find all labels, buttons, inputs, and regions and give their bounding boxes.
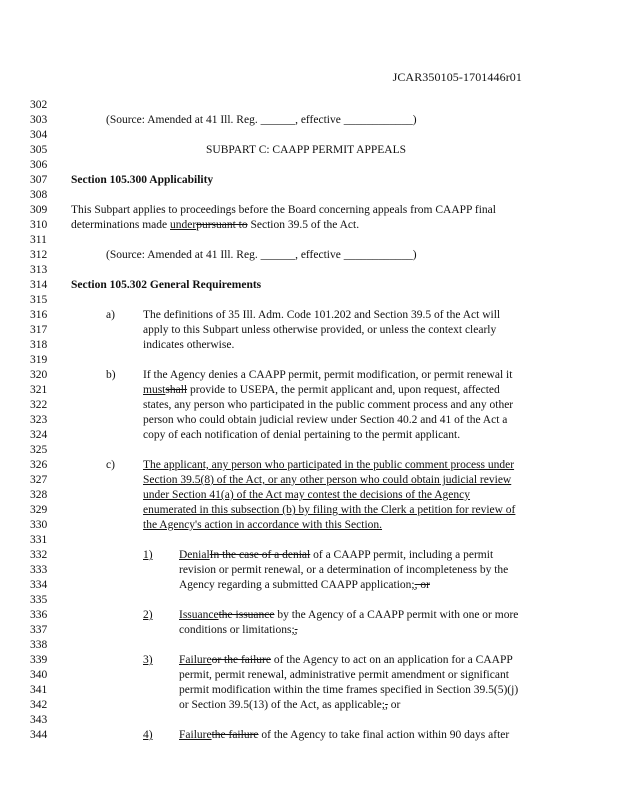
line-number: 341 xyxy=(30,684,48,696)
line-number: 315 xyxy=(30,294,48,306)
line-number: 316 xyxy=(30,309,48,321)
line-number: 323 xyxy=(30,414,48,426)
line-number: 322 xyxy=(30,399,48,411)
inserted-text: enumerated in this subsection (b) by filing with the Clerk a petition for review of xyxy=(143,504,516,516)
line-number: 339 xyxy=(30,654,48,666)
section-302-heading: Section 105.302 General Requirements xyxy=(71,279,262,291)
line-number: 334 xyxy=(30,579,48,591)
deleted-text: , xyxy=(294,624,298,636)
item-text: permit, permit renewal, administrative permit amendment or significant xyxy=(179,669,509,681)
subsection-label: a) xyxy=(106,309,115,321)
line-number: 332 xyxy=(30,549,48,561)
subsection-text: mustshall provide to USEPA, the permit applicant and, upon request, affected xyxy=(143,384,500,396)
item-text: Issuancethe issuance by the Agency of a CAAPP permit with one or more xyxy=(179,609,519,621)
section-300-text: This Subpart applies to proceedings before the Board concerning appeals from CAAPP final xyxy=(71,204,496,216)
line-number: 311 xyxy=(30,234,47,246)
subpart-title: SUBPART C: CAAPP PERMIT APPEALS xyxy=(206,144,406,156)
line-number: 318 xyxy=(30,339,48,351)
subsection-text: The definitions of 35 Ill. Adm. Code 101.202 and Section 39.5 of the Act will xyxy=(143,309,501,321)
section-300-text: determinations made underpursuant to Section 39.5 of the Act. xyxy=(71,219,360,231)
deleted-text: or the failure xyxy=(211,654,271,666)
line-number: 343 xyxy=(30,714,48,726)
line-number: 317 xyxy=(30,324,48,336)
line-number: 302 xyxy=(30,99,48,111)
subsection-text: indicates otherwise. xyxy=(143,339,235,351)
line-number: 320 xyxy=(30,369,48,381)
inserted-text: under Section 41(a) of the Act may contest the decisions of the Agency xyxy=(143,489,471,501)
inserted-text: Issuance xyxy=(179,609,219,621)
line-number: 342 xyxy=(30,699,48,711)
item-text: permit modification within the time frames specified in Section 39.5(5)(j) xyxy=(179,684,519,696)
inserted-text: The applicant, any person who participated in the public comment process under xyxy=(143,459,515,471)
line-number: 337 xyxy=(30,624,48,636)
line-number: 331 xyxy=(30,534,48,546)
line-number: 309 xyxy=(30,204,48,216)
line-number: 308 xyxy=(30,189,48,201)
line-number: 336 xyxy=(30,609,48,621)
deleted-text: the issuance xyxy=(218,609,275,621)
inserted-text: must xyxy=(143,384,166,396)
item-text: conditions or limitations;, xyxy=(179,624,298,636)
line-number: 310 xyxy=(30,219,48,231)
deleted-text: pursuant to xyxy=(196,219,248,231)
inserted-text: Denial xyxy=(179,549,210,561)
line-number: 325 xyxy=(30,444,48,456)
item-label: 4) xyxy=(143,729,153,741)
inserted-text: Failure xyxy=(179,654,212,666)
inserted-text: ; xyxy=(411,579,415,591)
item-text: or Section 39.5(13) of the Act, as applicable;, or xyxy=(179,699,401,711)
line-number: 306 xyxy=(30,159,48,171)
subsection-text: apply to this Subpart unless otherwise provided, or unless the context clearly xyxy=(143,324,497,336)
subsection-label: c) xyxy=(106,459,115,471)
item-text: Failurethe failure of the Agency to take final action within 90 days after xyxy=(179,729,510,741)
source-note: (Source: Amended at 41 Ill. Reg. ______, effective ____________) xyxy=(106,114,417,126)
source-note: (Source: Amended at 41 Ill. Reg. ______, effective ____________) xyxy=(106,249,417,261)
line-number: 305 xyxy=(30,144,48,156)
line-number: 304 xyxy=(30,129,48,141)
line-number: 335 xyxy=(30,594,48,606)
line-number: 329 xyxy=(30,504,48,516)
line-number: 327 xyxy=(30,474,48,486)
inserted-text: Failure xyxy=(179,729,212,741)
line-number: 344 xyxy=(30,729,48,741)
subsection-text: copy of each notification of denial pertaining to the permit applicant. xyxy=(143,429,461,441)
line-number: 321 xyxy=(30,384,48,396)
line-number: 338 xyxy=(30,639,48,651)
inserted-text: under xyxy=(170,219,197,231)
subsection-text: If the Agency denies a CAAPP permit, permit modification, or permit renewal it xyxy=(143,369,513,381)
deleted-text: , xyxy=(385,699,388,711)
item-label: 1) xyxy=(143,549,153,561)
item-text: DenialIn the case of a denial of a CAAPP permit, including a permit xyxy=(179,549,494,561)
line-number: 312 xyxy=(30,249,48,261)
line-number: 340 xyxy=(30,669,48,681)
inserted-text: Section 39.5(8) of the Act, or any other person who could obtain judicial review xyxy=(143,474,512,486)
line-number: 326 xyxy=(30,459,48,471)
item-text: Agency regarding a submitted CAAPP application;, or xyxy=(179,579,430,591)
line-number: 319 xyxy=(30,354,48,366)
line-number: 333 xyxy=(30,564,48,576)
item-text: revision or permit renewal, or a determination of incompleteness by the xyxy=(179,564,509,576)
deleted-text: the failure xyxy=(211,729,259,741)
line-number: 330 xyxy=(30,519,48,531)
inserted-text: the Agency's action in accordance with this Section. xyxy=(143,519,383,531)
line-number: 324 xyxy=(30,429,48,441)
subsection-label: b) xyxy=(106,369,116,381)
line-number: 328 xyxy=(30,489,48,501)
deleted-text: shall xyxy=(165,384,188,396)
section-300-heading: Section 105.300 Applicability xyxy=(71,174,214,186)
line-number: 307 xyxy=(30,174,48,186)
deleted-text: , xyxy=(414,579,418,591)
line-number: 303 xyxy=(30,114,48,126)
line-number: 313 xyxy=(30,264,48,276)
line-number: 314 xyxy=(30,279,48,291)
item-text: Failureor the failure of the Agency to act on an application for a CAAPP xyxy=(179,654,513,666)
item-label: 2) xyxy=(143,609,153,621)
inserted-text: ; xyxy=(291,624,295,636)
deleted-text: In the case of a denial xyxy=(209,549,311,561)
document-id-header: JCAR350105-1701446r01 xyxy=(392,70,522,84)
deleted-text: or xyxy=(417,579,430,591)
subsection-text: person who could obtain judicial review under Section 40.2 and 41 of the Act a xyxy=(143,414,508,426)
inserted-text: ; xyxy=(381,699,385,711)
subsection-text: states, any person who participated in the public comment process and any other xyxy=(143,399,514,411)
item-label: 3) xyxy=(143,654,153,666)
